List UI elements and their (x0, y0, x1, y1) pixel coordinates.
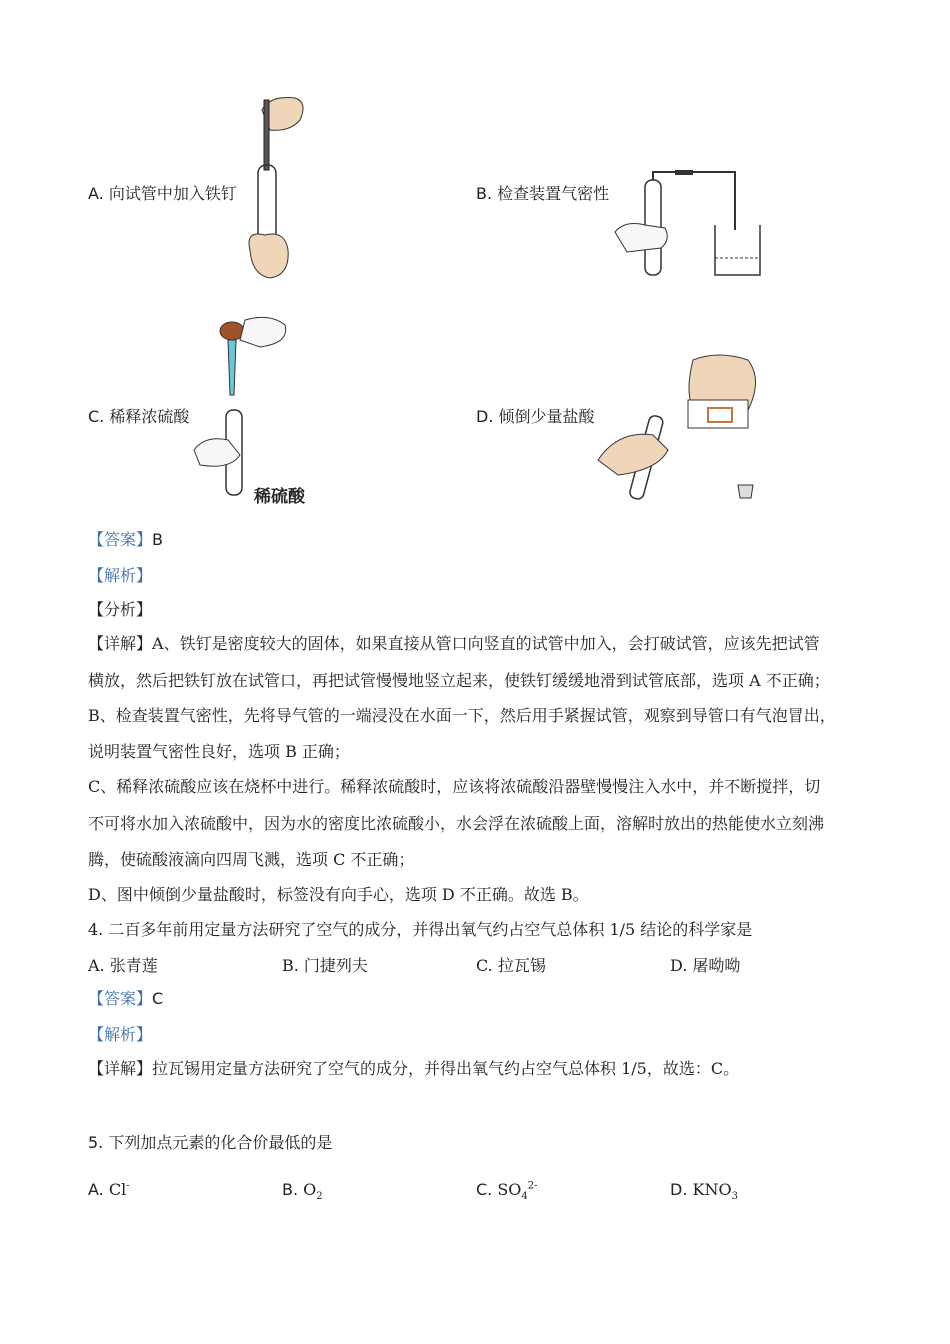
q5-option-b (282, 1180, 323, 1202)
q5-question: 5. 下列加点元素的化合价最低的是 (88, 1133, 333, 1152)
q5-option-d-prefix: D. (670, 1180, 693, 1199)
q3-detail-line-2: 横放，然后把铁钉放在试管口，再把试管慢慢地竖立起来，使铁钉缓缓地滑到试管底部，选项 A 不正确； (88, 671, 830, 690)
q4-detail-text: 拉瓦锡用定量方法研究了空气的成分，并得出氧气约占空气总体积 1/5，故选：C。 (152, 1059, 740, 1078)
q4-detail-line (88, 1056, 739, 1079)
q4-detail-tag: 【详解】 (88, 1059, 153, 1078)
q5-option-d-sub: 3 (731, 1191, 738, 1203)
q3-detail-line-4: 说明装置气密性良好，选项 B 正确； (88, 742, 350, 761)
q5-option-c-prefix: C. (476, 1180, 498, 1199)
q5-option-a-sup: - (126, 1180, 130, 1192)
q5-option-d-formula-rest: NO (704, 1180, 732, 1199)
q5-option-a-prefix: A. (88, 1180, 109, 1199)
q3-detail-line-1 (88, 631, 820, 654)
detail-tag: 【详解】 (88, 634, 153, 653)
q3-detail-line-7: 腾，使硫酸液滴向四周飞溅，选项 C 不正确； (88, 850, 415, 869)
option-c-label: C. 稀释浓硫酸 (88, 407, 190, 426)
q5-option-c-sub: 4 (521, 1191, 528, 1203)
q5-option-c-sup: 2- (527, 1180, 538, 1192)
q5-option-a (88, 1180, 130, 1199)
q4-option-c: C. 拉瓦锡 (476, 956, 546, 975)
option-a-label: A. 向试管中加入铁钉 (88, 184, 237, 203)
analysis-tag: 【解析】 (88, 566, 153, 585)
figure-c-dilution-icon (190, 315, 320, 505)
option-d-label: D. 倾倒少量盐酸 (476, 407, 595, 426)
q4-option-b: B. 门捷列夫 (282, 956, 368, 975)
q4-analysis-tag: 【解析】 (88, 1025, 153, 1044)
q5-option-b-sub: 2 (316, 1191, 323, 1203)
figure-a-test-tube-icon (240, 90, 310, 280)
q4-question: 4. 二百多年前用定量方法研究了空气的成分，并得出氧气约占空气总体积 1/5 结论的科学家是 (88, 920, 753, 939)
q4-answer-tag: 【答案】 (88, 989, 153, 1008)
option-b-label: B. 检查装置气密性 (476, 184, 610, 203)
figure-b-airtightness-icon (615, 170, 765, 280)
q3-answer: B (152, 530, 163, 549)
q5-option-c (476, 1180, 538, 1202)
dilute-acid-label: 稀硫酸 (254, 487, 305, 507)
answer-tag: 【答案】 (88, 530, 153, 549)
q4-answer-line (88, 986, 163, 1009)
q4-option-a: A. 张青莲 (88, 956, 158, 975)
q3-detail-text-1: A、铁钉是密度较大的固体，如果直接从管口向竖直的试管中加入，会打破试管，应该先把试管 (152, 634, 820, 653)
q3-detail-line-8: D、图中倾倒少量盐酸时，标签没有向手心，选项 D 不正确。故选 B。 (88, 885, 589, 904)
q5-option-d (670, 1180, 738, 1202)
q5-option-b-prefix: B. (282, 1180, 304, 1199)
q3-detail-line-3: B、检查装置气密性，先将导气管的一端浸没在水面一下，然后用手紧握试管，观察到导管口有气泡冒出， (88, 706, 836, 725)
q4-answer: C (152, 989, 164, 1008)
figure-d-pouring-icon (598, 350, 763, 505)
q3-answer-line (88, 527, 163, 550)
q5-option-b-formula: O (303, 1180, 317, 1199)
q3-detail-line-5: C、稀释浓硫酸应该在烧杯中进行。稀释浓硫酸时，应该将浓硫酸沿器壁慢慢注入水中，并不断搅拌，切 (88, 777, 821, 796)
q5-option-d-formula-k: K (692, 1180, 705, 1199)
fenxi-tag: 【分析】 (88, 600, 153, 619)
q3-detail-line-6: 不可将水加入浓硫酸中，因为水的密度比浓硫酸小，水会浮在浓硫酸上面，溶解时放出的热能使水立刻沸 (88, 814, 825, 833)
q5-option-a-formula: Cl (108, 1180, 127, 1199)
q4-option-d: D. 屠呦呦 (670, 956, 741, 975)
q5-option-c-formula: SO (497, 1180, 522, 1199)
